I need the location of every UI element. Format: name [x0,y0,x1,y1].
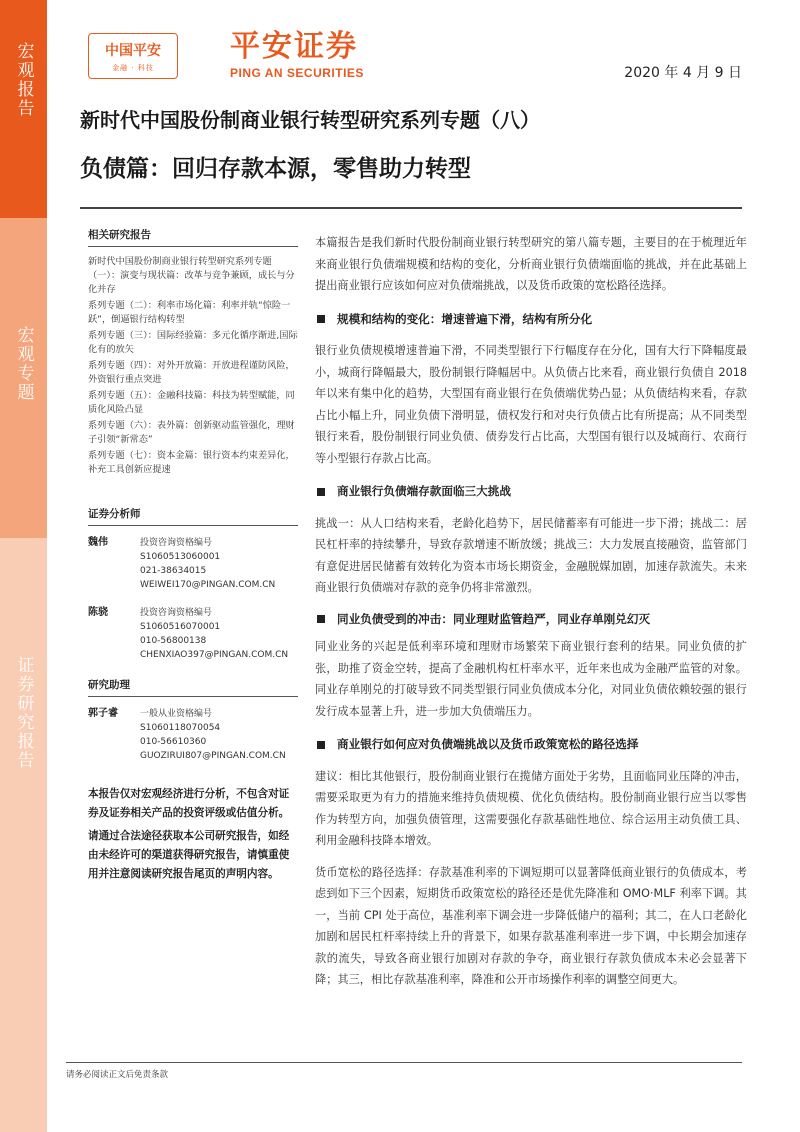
side-banner [0,0,47,1132]
section-paragraph: 挑战一：从人口结构来看，老龄化趋势下，居民储蓄率有可能进一步下滑；挑战二：居民杠杆率的持续攀升，导致存款增速不断放缓；挑战三：大力发展直接融资，监管部门有意促进居民储蓄有效转化为资本市场长期资金，金融脱媒加剧，加速存款流失。未来商业银行负债端对存款的竞争仍将非常激烈。 [315,516,747,594]
side-banner-research [0,538,47,1132]
title-divider [80,207,742,209]
bullet-square-icon [317,615,325,623]
assistant-details [140,707,286,763]
analyst-card [88,606,298,662]
analyst-name: 魏伟 [88,537,108,548]
section-paragraph: 建议：相比其他银行，股份制商业银行在揽储方面处于劣势，且面临同业压降的冲击，需要采取更为有力的措施来维持负债规模、优化负债结构。股份制商业银行应当以零售作为转型方向，加强负债管理，这需要强化存款基础性地位、综合运用主动负债工具、利用金融科技降本增效。 [315,769,747,847]
analyst-cert-label: 投资咨询资格编号 [140,538,213,548]
section-heading [315,734,747,756]
report-date: 2020 年 4 月 9 日 [624,65,742,81]
side-label-securities-research: 证券研究报告 [13,656,34,770]
related-report-item[interactable]: 系列专题（五）：金融科技篇：科技为转型赋能，同质化风险凸显 [88,390,295,415]
related-report-item[interactable]: 系列专题（二）：利率市场化篇：利率并轨“惊险一跃”，倒逼银行结构转型 [88,300,291,325]
related-report-item[interactable]: 系列专题（六）：表外篇：创新驱动监管强化，理财子引领“新常态” [88,420,295,445]
analyst-email[interactable]: CHENXIAO397@PINGAN.COM.CN [140,650,289,660]
section-paragraph: 同业业务的兴起是低利率环境和理财市场繁荣下商业银行套利的结果。同业负债的扩张，助推了资金空转，提高了金融机构杠杆率水平，近年来也成为金融严监管的对象。同业存单刚兑的打破导致不同类型银行同业负债成本分化，对同业负债依赖较强的银行发行成本显著上升，进一步加大负债端压力。 [315,640,747,718]
section-heading [315,309,747,331]
disclaimer-usage: 请通过合法途径获取本公司研究报告，如经由未经许可的渠道获得研究报告，请慎重使用并注意阅读研究报告尾页的声明内容。 [88,830,290,880]
footer-note: 请务必阅读正文后免责条款 [66,1070,169,1080]
assistant-name: 郭子睿 [88,708,118,719]
analyst-cert-number: S1060513060001 [140,552,221,562]
section-heading-text: 商业银行负债端存款面临三大挑战 [337,484,511,498]
side-label-macro-topic: 宏观专题 [13,326,34,402]
assistant-card [88,707,298,763]
section-paragraph: 银行业负债规模增速普遍下滑，不同类型银行下行幅度存在分化，国有大行下降幅度最小，城商行降幅最大，股份制银行降幅居中。从负债占比来看，商业银行负债自 2018 年以来有集中化的趋势，大型国有商业银行在负债端优势凸显；从负债结构来看，存款占比小幅上升，同业负债下滑明显，债权发行和对央行负债占比有所提高；从不同类型银行来看，股份制银行同业负债、债券发行占比高，大型国有银行以及城商行、农商行等小型银行存款占比高。 [315,344,747,465]
related-report-item[interactable]: 新时代中国股份制商业银行转型研究系列专题（一）：演变与现状篇：改革与竞争兼顾，成长与分化并存 [88,256,295,295]
analyst-cert-number: S1060516070001 [140,622,221,632]
analysts-heading: 证券分析师 [88,507,298,526]
assistant-phone: 010-56610360 [140,737,207,747]
related-reports-list [88,255,298,477]
analyst-phone: 021-38634015 [140,566,207,576]
ping-an-securities-logo [230,30,364,80]
side-banner-category [0,218,47,538]
side-banner-report-type [0,0,47,218]
analyst-email[interactable]: WEIWEI170@PINGAN.COM.CN [140,580,276,590]
summary-column [315,232,747,991]
logo-box-main-text: 中国平安 [105,42,161,59]
section-heading-text: 同业负债受到的冲击：同业理财监管趋严，同业存单刚兑幻灭 [337,611,651,626]
analyst-details [140,606,288,662]
logo-box-sub-text: 金融 · 科技 [112,63,154,72]
left-info-column [88,228,298,884]
ping-an-group-logo [88,33,178,79]
analyst-card [88,536,298,592]
footer-divider [66,1062,742,1063]
bullet-square-icon [317,488,325,496]
assistants-heading: 研究助理 [88,678,298,697]
bullet-square-icon [317,741,325,749]
section-heading-text: 商业银行如何应对负债端挑战以及货币政策宽松的路径选择 [337,737,639,751]
brand-name-en: PING AN SECURITIES [230,66,364,80]
assistant-email[interactable]: GUOZIRUI807@PINGAN.COM.CN [140,751,286,761]
analyst-details [140,536,275,592]
related-report-item[interactable]: 系列专题（七）：资本金篇：银行资本约束差异化，补充工具创新应提速 [88,450,295,475]
related-reports-heading: 相关研究报告 [88,228,298,247]
brand-name-cn: 平安证券 [230,29,358,64]
section-paragraph: 货币宽松的路径选择：存款基准利率的下调短期可以显著降低商业银行的负债成本，考虑到如下三个因素，短期货币政策宽松的路径还是优先降准和 OMO·MLF 利率下调。其一，当前 CPI 处于高位，基准利率下调会进一步降低储户的福利；其二，在人口老龄化加剧和居民杠杆率持续上升的背景下，如果存款基准利率进一步下调，中长期会加速存款的流失，导致各商业银行加剧对存款的争夺，商业银行存款负债成本未必会显著下降；其三，相比存款基准利率，降准和公开市场操作利率的调整空间更大。 [315,865,747,986]
report-main-title: 负债篇：回归存款本源，零售助力转型 [80,156,471,182]
disclaimer-scope: 本报告仅对宏观经济进行分析，不包含对证券及证券相关产品的投资评级或估值分析。 [88,788,290,819]
assistant-cert-label: 一般从业资格编号 [140,709,213,719]
report-series-title: 新时代中国股份制商业银行转型研究系列专题（八） [80,108,540,132]
side-label-macro-report: 宏观报告 [13,42,34,118]
assistant-cert-number: S1060118070054 [140,723,221,733]
section-heading-text: 规模和结构的变化：增速普遍下滑，结构有所分化 [337,311,593,326]
related-report-item[interactable]: 系列专题（三）：国际经验篇：多元化循序渐进,国际化有的放矢 [88,330,298,355]
analyst-name: 陈骁 [88,607,108,618]
related-report-item[interactable]: 系列专题（四）：对外开放篇：开放进程谨防风险，外资银行重点突进 [88,360,295,385]
intro-paragraph: 本篇报告是我们新时代股份制商业银行转型研究的第八篇专题，主要目的在于梳理近年来商业银行负债端规模和结构的变化，分析商业银行负债端面临的挑战，并在此基础上提出商业银行应该如何应对负债端挑战，以及货币政策的宽松路径选择。 [315,236,747,292]
bullet-square-icon [317,315,325,323]
analyst-phone: 010-56800138 [140,636,207,646]
section-heading [315,481,747,503]
analyst-cert-label: 投资咨询资格编号 [140,608,213,618]
section-heading [315,609,747,631]
